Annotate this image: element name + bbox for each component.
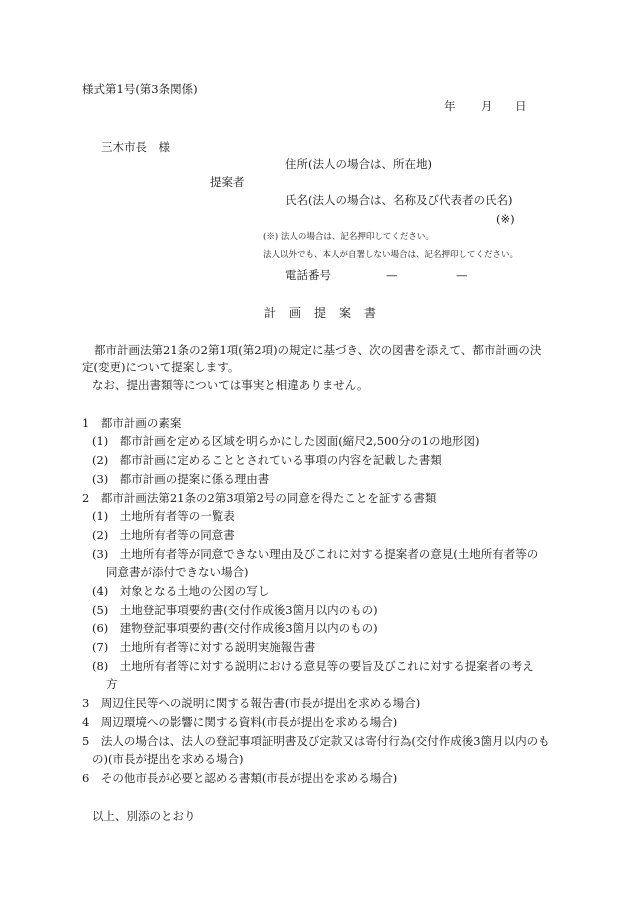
date-day: 日	[515, 99, 527, 113]
addressee: 三木市長 様	[101, 140, 170, 154]
declaration-text: なお、提出書類等については事実と相違ありません。	[92, 378, 369, 392]
note-individual: 法人以外でも、本人が自署しない場合は、記名押印してください。	[263, 250, 519, 260]
form-number: 様式第1号(第3条関係)	[82, 82, 198, 96]
date-year: 年	[444, 99, 456, 113]
proposer-label: 提案者	[210, 175, 245, 189]
intro-paragraph	[82, 342, 552, 376]
list-item-1: 1 都市計画の素案	[82, 416, 182, 430]
phone-dash-1: —	[386, 268, 398, 282]
list-item-1-3: (3) 都市計画の提案に係る理由書	[92, 472, 270, 486]
name-label: 氏名(法人の場合は、名称及び代表者の氏名)	[285, 193, 513, 207]
list-item-2-8: (8) 土地所有者等に対する説明における意見等の要旨及びこれに対する提案者の考え	[92, 659, 534, 673]
list-item-2-8-cont: 方	[106, 677, 118, 691]
list-item-5-cont: の)(市長が提出を求める場合)	[92, 752, 244, 766]
list-item-2-3: (3) 土地所有者等が同意できない理由及びこれに対する提案者の意見(土地所有者等の	[92, 547, 539, 561]
list-item-5: 5 法人の場合は、法人の登記事項証明書及び定款又は寄付行為(交付作成後3箇月以内のも	[82, 734, 550, 748]
list-item-1-2: (2) 都市計画に定めることとされている事項の内容を記載した書類	[92, 453, 442, 467]
document-title: 計画提案書	[264, 306, 390, 320]
closing-text: 以上、別添のとおり	[92, 809, 196, 823]
seal-mark: (※)	[496, 212, 515, 226]
list-item-2-5: (5) 土地登記事項要約書(交付作成後3箇月以内のもの)	[92, 603, 378, 617]
date-month: 月	[481, 99, 493, 113]
address-label: 住所(法人の場合は、所在地)	[285, 157, 432, 171]
list-item-3: 3 周辺住民等への説明に関する報告書(市長が提出を求める場合)	[82, 696, 421, 710]
list-item-2-2: (2) 土地所有者等の同意書	[92, 528, 235, 542]
list-item-4: 4 周辺環境への影響に関する資料(市長が提出を求める場合)	[82, 715, 398, 729]
list-item-2-4: (4) 対象となる土地の公図の写し	[92, 584, 270, 598]
list-item-2-7: (7) 土地所有者等に対する説明実施報告書	[92, 640, 316, 654]
phone-label: 電話番号	[285, 268, 331, 282]
intro-text: 都市計画法第21条の2第1項(第2項)の規定に基づき、次の図書を添えて、都市計画の決定(変更)について提案します。	[82, 343, 542, 374]
phone-dash-2: —	[456, 268, 468, 282]
note-corporate: (※) 法人の場合は、記名押印してください。	[263, 232, 434, 242]
list-item-2-1: (1) 土地所有者等の一覧表	[92, 509, 235, 523]
list-item-2: 2 都市計画法第21条の2第3項第2号の同意を得たことを証する書類	[82, 491, 437, 505]
list-item-2-3-cont: 同意書が添付できない場合)	[106, 565, 249, 579]
list-item-2-6: (6) 建物登記事項要約書(交付作成後3箇月以内のもの)	[92, 621, 378, 635]
list-item-6: 6 その他市長が必要と認める書類(市長が提出を求める場合)	[82, 771, 398, 785]
list-item-1-1: (1) 都市計画を定める区域を明らかにした図面(縮尺2,500分の1の地形図)	[92, 434, 480, 448]
